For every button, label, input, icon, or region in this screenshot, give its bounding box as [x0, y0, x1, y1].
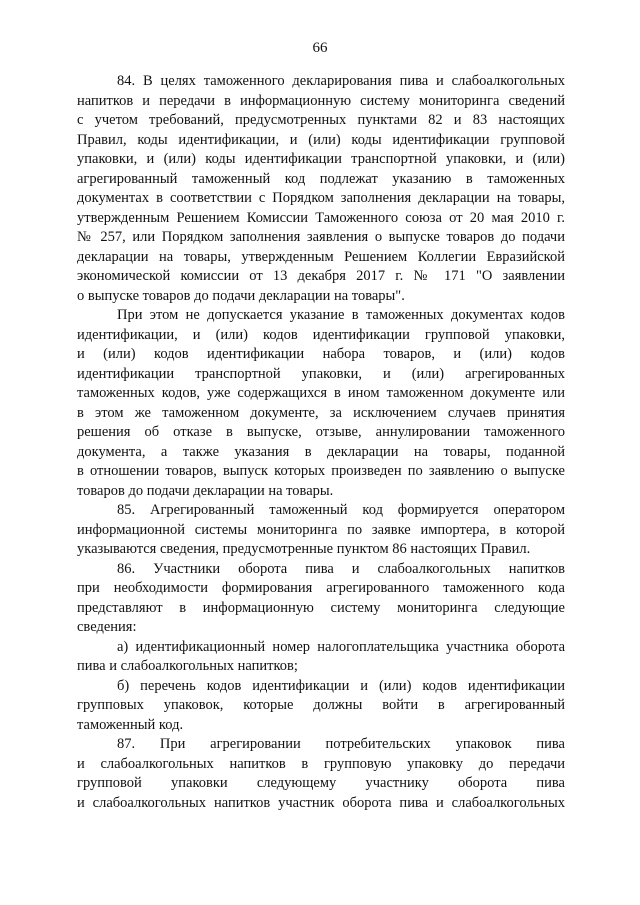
- text-line: документах в соответствии с Порядком заполнения декларации на товары,: [77, 190, 565, 206]
- text-line: документа, а также указания в декларации на товары, поданной: [77, 443, 565, 460]
- text-line: б) перечень кодов идентификации и (или) кодов идентификации: [117, 677, 565, 694]
- paragraph-86-item-a: [77, 638, 565, 677]
- text-line: пива и слабоалкогольных напитков;: [77, 658, 298, 674]
- paragraph-87: [77, 735, 565, 813]
- text-line: № 257, или Порядком заполнения заявления о выпуске товаров до подачи: [77, 229, 565, 245]
- text-line: о выпуске товаров до подачи декларации на товары".: [77, 287, 405, 304]
- text-line: с учетом требований, предусмотренных пунктами 82 и 83 настоящих: [77, 112, 565, 128]
- text-line: сведения:: [77, 619, 137, 635]
- text-line: групповых упаковок, которые должны войти в агрегированный: [77, 697, 565, 713]
- text-line: информационной системы мониторинга по заявке импортера, в которой: [77, 521, 565, 538]
- text-line: 85. Агрегированный таможенный код формируется оператором: [117, 502, 565, 518]
- text-line: при необходимости формирования агрегированного таможенного кода: [77, 580, 565, 596]
- paragraph-85: [77, 501, 565, 560]
- text-line: таможенный код.: [77, 716, 184, 733]
- text-line: решения об отказе в выпуске, отзыве, аннулировании таможенного: [77, 424, 565, 440]
- text-line: декларации на товары, утвержденным Решением Коллегии Евразийской: [77, 248, 565, 265]
- paragraph-84: [77, 72, 565, 306]
- text-line: представляют в информационную систему мониторинга следующие: [77, 599, 565, 616]
- text-line: и слабоалкогольных напитков в групповую упаковку до передачи: [77, 755, 565, 772]
- page-number: 66: [312, 40, 328, 56]
- paragraph-84-continuation: [77, 306, 565, 501]
- text-line: агрегированный таможенный код подлежат указанию в таможенных: [77, 170, 565, 187]
- text-line: 86. Участники оборота пива и слабоалкогольных напитков: [117, 560, 565, 577]
- text-line: а) идентификационный номер налогоплательщика участника оборота: [117, 638, 565, 655]
- text-line: и слабоалкогольных напитков участник оборота пива и слабоалкогольных: [77, 794, 565, 811]
- text-line: в этом же таможенном документе, за исключением случаев принятия: [77, 404, 565, 421]
- text-line: При этом не допускается указание в таможенных документах кодов: [117, 307, 565, 323]
- text-line: товаров до подачи декларации на товары.: [77, 482, 334, 499]
- text-line: групповой упаковки следующему участнику оборота пива: [77, 775, 565, 791]
- text-line: утвержденным Решением Комиссии Таможенного союза от 20 мая 2010 г.: [77, 209, 565, 226]
- text-line: идентификации, и (или) кодов идентификации групповой упаковки,: [77, 326, 565, 343]
- text-line: таможенных кодов, уже содержащихся в ином таможенном документе или: [77, 385, 565, 401]
- text-line: Правил, коды идентификации, и (или) коды идентификации групповой: [77, 131, 565, 148]
- paragraph-86-item-b: [77, 677, 565, 736]
- text-line: указываются сведения, предусмотренные пунктом 86 настоящих Правил.: [77, 541, 531, 557]
- text-line: экономической комиссии от 13 декабря 2017 г. № 171 "О заявлении: [77, 268, 565, 284]
- text-line: упаковки, и (или) коды идентификации транспортной упаковки, и (или): [77, 151, 565, 167]
- paragraph-86: [77, 560, 565, 638]
- text-line: 87. При агрегировании потребительских упаковок пива: [117, 736, 565, 752]
- text-line: напитков и передачи в информационную систему мониторинга сведений: [77, 92, 565, 109]
- text-line: 84. В целях таможенного декларирования пива и слабоалкогольных: [117, 73, 565, 89]
- text-line: и (или) кодов идентификации набора товаров, и (или) кодов: [77, 346, 565, 362]
- text-line: в отношении товаров, выпуск которых произведен по заявлению о выпуске: [77, 463, 565, 479]
- document-body: [77, 72, 565, 813]
- text-line: идентификации транспортной упаковки, и (или) агрегированных: [77, 365, 565, 382]
